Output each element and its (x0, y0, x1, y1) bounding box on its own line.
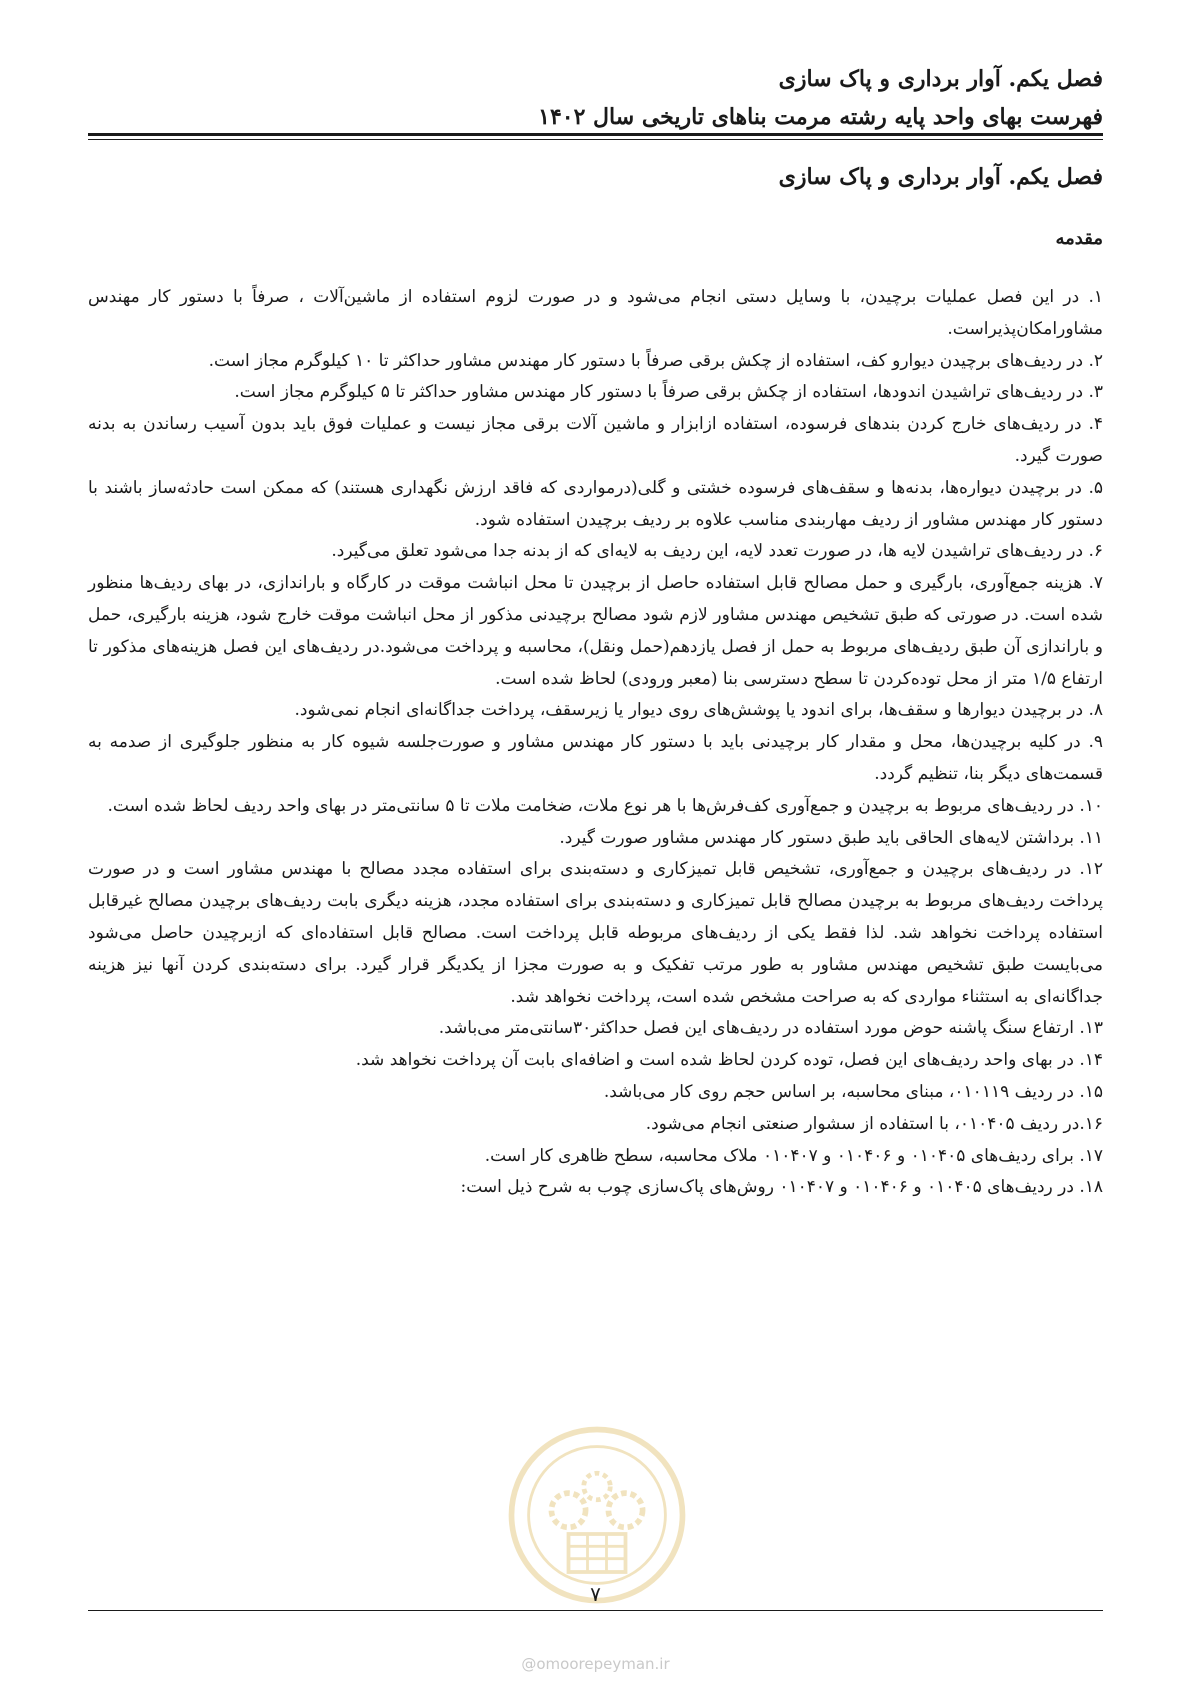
footer-rule (88, 1610, 1103, 1611)
watermark-url: @omoorepeyman.ir (521, 1655, 670, 1673)
paragraph-15: ۱۵. در ردیف ۰۱۰۱۱۹، مبنای محاسبه، بر اساس حجم روی کار می‌باشد. (603, 1081, 1103, 1102)
paragraph-13: ۱۳. ارتفاع سنگ پاشنه حوض مورد استفاده در ردیف‌های این فصل حداکثر۳۰سانتی‌متر می‌باشد. (438, 1018, 1103, 1039)
paragraph-8: ۸. در برچیدن دیوارها و سقف‌ها، برای اندود یا پوشش‌های روی دیوار یا زیرسقف، پرداخت جداگانه‌ای انجام نمی‌شود. (294, 700, 1103, 721)
chapter-title: فصل یکم. آوار برداری و پاک سازی (778, 164, 1103, 190)
page-number: ۷ (590, 1582, 601, 1606)
paragraph-7: ۷. هزینه جمع‌آوری، بارگیری و حمل مصالح قابل استفاده حاصل از برچیدن تا محل انباشت موقت در کارگاه و باراندازی، در بهای ردیف‌ها منظور شده است. در صورتی که طبق تشخیص مهندس مشاور لازم شود مصالح برچیدنی مذکور از محل انباشت موقت خارج شود، هزینه بارگیری، حمل و باراندازی آن طبق ردیف‌های مربوط به حمل از فصل یازدهم(حمل ونقل)، محاسبه و پرداخت می‌شود.در ردیف‌های این فصل هزینه‌های مذکور تا ارتفاع ۱/۵ متر از محل توده‌کردن تا سطح دسترسی بنا (معبر ورودی) لحاظ شده است. (88, 573, 1103, 689)
paragraph-10: ۱۰. در ردیف‌های مربوط به برچیدن و جمع‌آوری کف‌فرش‌ها با هر نوع ملات، ضخامت ملات تا ۵ سانتی‌متر در بهای واحد ردیف لحاظ شده است. (107, 795, 1103, 816)
header-document-title: فهرست بهای واحد پایه رشته مرمت بناهای تاریخی سال ۱۴۰۲ (538, 104, 1103, 130)
paragraph-9: ۹. در کلیه برچیدن‌ها، محل و مقدار کار برچیدنی باید با دستور کار مهندس مشاور و صورت‌جلسه شیوه کار به منظور جلوگیری از صدمه به قسمت‌های دیگر بنا، تنظیم گردد. (88, 732, 1103, 784)
paragraph-12: ۱۲. در ردیف‌های برچیدن و جمع‌آوری، تشخیص قابل تمیزکاری و دسته‌بندی برای استفاده مجدد مصالح با مهندس مشاور است و در صورت پرداخت ردیف‌های مربوط به برچیدن مصالح قابل تمیزکاری و دسته‌بندی برای استفاده مجدد، هزینه دیگری بابت ردیف‌های برچیدن مصالح غیرقابل استفاده پرداخت نخواهد شد. لذا فقط یکی از ردیف‌های مربوطه قابل پرداخت است. مصالح قابل استفاده‌ای که ازبرچیدن حاصل می‌شود می‌بایست طبق تشخیص مهندس مشاور به طور مرتب تفکیک و به صورت مجزا از یکدیگر قرار گیرد. برای دسته‌بندی کردن آنها نیز هزینه جداگانه‌ای به استثناء مواردی که به صراحت مشخص شده است، پرداخت نخواهد شد. (88, 859, 1103, 1007)
paragraph-18: ۱۸. در ردیف‌های ۰۱۰۴۰۵ و ۰۱۰۴۰۶ و ۰۱۰۴۰۷ روش‌های پاک‌سازی چوب به شرح ذیل است: (460, 1177, 1103, 1198)
paragraph-3: ۳. در ردیف‌های تراشیدن اندودها، استفاده از چکش برقی صرفاً با دستور کار مهندس مشاور حداکثر تا ۵ کیلوگرم مجاز است. (234, 382, 1103, 403)
body-text (88, 282, 1103, 1204)
header-rule-thick (88, 133, 1103, 136)
paragraph-14: ۱۴. در بهای واحد ردیف‌های این فصل، توده کردن لحاظ شده است و اضافه‌ای بابت آن پرداخت نخواهد شد. (355, 1050, 1103, 1071)
section-title: مقدمه (1055, 228, 1103, 249)
paragraph-5: ۵. در برچیدن دیواره‌ها، بدنه‌ها و سقف‌های فرسوده خشتی و گلی(درمواردی که فاقد ارزش نگهداری هستند) که ممکن است حادثه‌ساز باشند با دستور کار مهندس مشاور از ردیف مهاربندی مناسب علاوه بر ردیف برچیدن استفاده شود. (88, 477, 1103, 530)
paragraph-2: ۲. در ردیف‌های برچیدن دیوارو کف، استفاده از چکش برقی صرفاً با دستور کار مهندس مشاور حداکثر تا ۱۰ کیلوگرم مجاز است. (208, 350, 1103, 371)
paragraph-4: ۴. در ردیف‌های خارج کردن بندهای فرسوده، استفاده ازابزار و ماشین آلات برقی مجاز نیست و عملیات فوق باید بدون آسیب رساندن به بدنه صورت گیرد. (88, 414, 1103, 466)
header-chapter-title: فصل یکم. آوار برداری و پاک سازی (778, 66, 1103, 92)
paragraph-16: ۱۶.در ردیف ۰۱۰۴۰۵، با استفاده از سشوار صنعتی انجام می‌شود. (645, 1113, 1103, 1134)
paragraph-17: ۱۷. برای ردیف‌های ۰۱۰۴۰۵ و ۰۱۰۴۰۶ و ۰۱۰۴۰۷ ملاک محاسبه، سطح ظاهری کار است. (484, 1145, 1103, 1166)
paragraph-1: ۱. در این فصل عملیات برچیدن، با وسایل دستی انجام می‌شود و در صورت لزوم استفاده از ماشین‌آلات ، صرفاً با دستور کار مهندس مشاورامکان‌پذیراست. (88, 287, 1103, 339)
paragraph-6: ۶. در ردیف‌های تراشیدن لایه ها، در صورت تعدد لایه، این ردیف به لایه‌ای که از بدنه جدا می‌شود تعلق می‌گیرد. (331, 541, 1103, 562)
header-rule-thin (88, 139, 1103, 140)
paragraph-11: ۱۱. برداشتن لایه‌های الحاقی باید طبق دستور کار مهندس مشاور صورت گیرد. (559, 827, 1103, 848)
running-header (88, 60, 1103, 136)
